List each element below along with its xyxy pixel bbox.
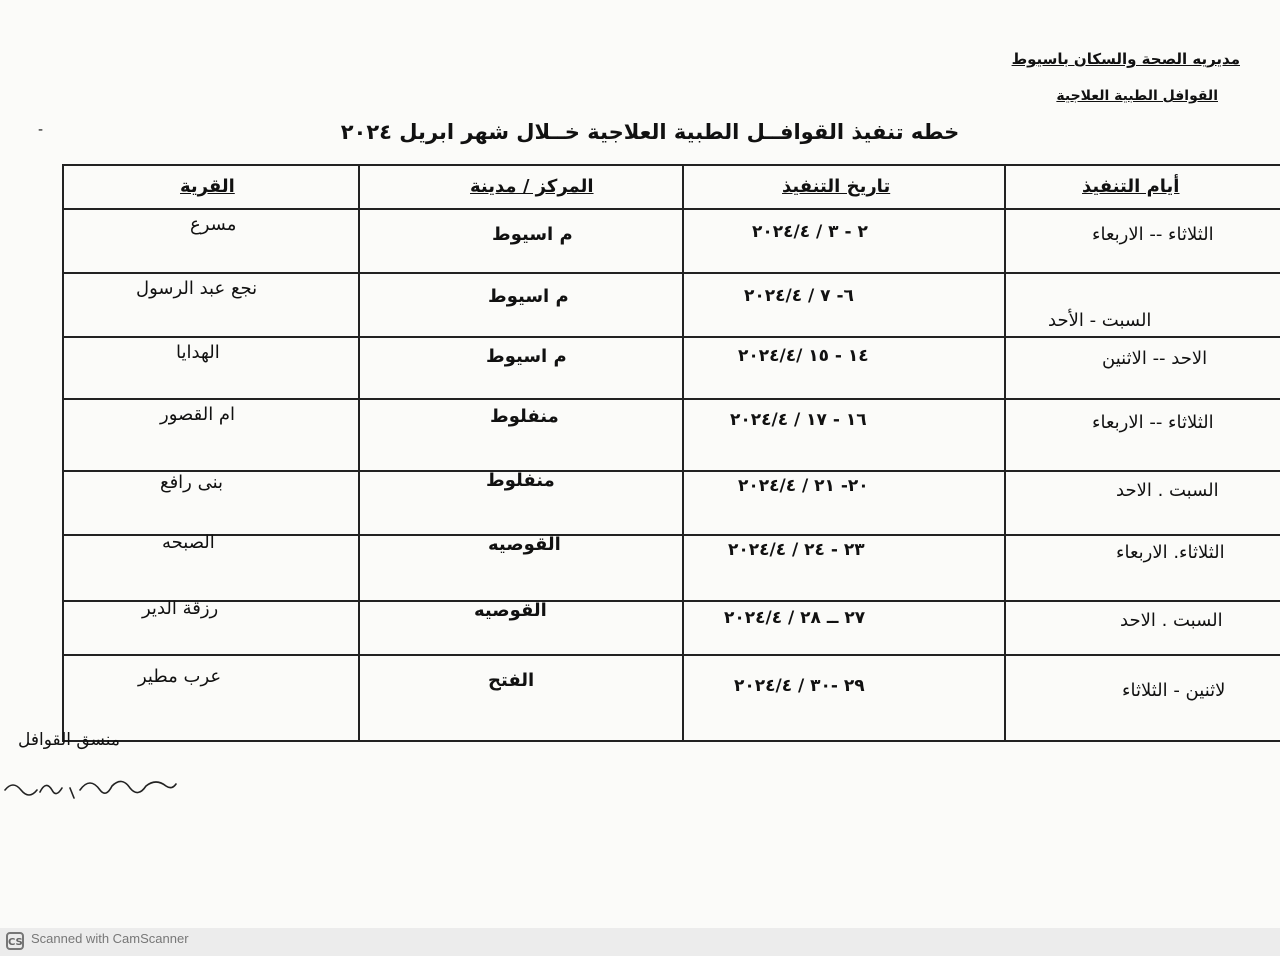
row-6-date: ٢٣ - ٢٤ / ٢٠٢٤/٤ bbox=[728, 540, 865, 560]
row-7-center: القوصيه bbox=[474, 600, 547, 621]
header-date: تاريخ التنفيذ bbox=[782, 176, 891, 197]
scan-mark: - bbox=[38, 122, 44, 138]
row-2-date: ٦- ٧ / ٢٠٢٤/٤ bbox=[744, 286, 854, 306]
row-3-days: الاحد -- الاثنين bbox=[1102, 348, 1208, 369]
signature-role: منسق القوافل bbox=[18, 730, 120, 750]
header-center: المركز / مدينة bbox=[470, 176, 594, 197]
department-name: القوافل الطبية العلاجية bbox=[1056, 88, 1218, 104]
row-3-village: الهدايا bbox=[176, 342, 220, 363]
row-5-center: منفلوط bbox=[486, 470, 555, 491]
row-5-village: بنى رافع bbox=[160, 472, 224, 493]
row-5-days: السبت . الاحد bbox=[1116, 480, 1219, 501]
row-8-date: ٢٩ -٣٠ / ٢٠٢٤/٤ bbox=[734, 676, 865, 696]
header-days: أيام التنفيذ bbox=[1082, 176, 1180, 197]
row-7-date: ٢٧ ــ ٢٨ / ٢٠٢٤/٤ bbox=[724, 608, 866, 628]
row-8-village: عرب مطير bbox=[138, 666, 222, 687]
row-7-days: السبت . الاحد bbox=[1120, 610, 1223, 631]
row-4-center: منفلوط bbox=[490, 406, 559, 427]
page-title: خطه تنفيذ القوافــل الطبية العلاجية خــلال شهر ابريل ٢٠٢٤ bbox=[340, 120, 960, 144]
row-3-date: ١٤ - ١٥ /٢٠٢٤/٤ bbox=[738, 346, 869, 366]
row-7-village: رزقة الدير bbox=[142, 598, 219, 619]
row-1-center: م اسيوط bbox=[492, 224, 573, 245]
row-4-date: ١٦ - ١٧ / ٢٠٢٤/٤ bbox=[730, 410, 867, 430]
row-1-date: ٢ - ٣ / ٢٠٢٤/٤ bbox=[752, 222, 868, 242]
row-2-center: م اسيوط bbox=[488, 286, 569, 307]
header-village: القرية bbox=[180, 176, 235, 197]
row-3-center: م اسيوط bbox=[486, 346, 567, 367]
row-1-days: الثلاثاء -- الاربعاء bbox=[1092, 224, 1214, 245]
row-6-center: القوصيه bbox=[488, 534, 561, 555]
row-4-days: الثلاثاء -- الاربعاء bbox=[1092, 412, 1214, 433]
row-2-days: السبت - الأحد bbox=[1048, 310, 1152, 331]
row-8-center: الفتح bbox=[488, 670, 535, 691]
schedule-table bbox=[62, 164, 1280, 744]
row-6-days: الثلاثاء. الاربعاء bbox=[1116, 542, 1225, 563]
scanner-watermark: Scanned with CamScanner bbox=[31, 931, 189, 946]
row-8-days: لاثنين - الثلاثاء bbox=[1122, 680, 1226, 701]
row-5-date: ٢٠- ٢١ / ٢٠٢٤/٤ bbox=[738, 476, 869, 496]
organization-name: مديريه الصحة والسكان باسيوط bbox=[1011, 50, 1240, 68]
scanner-footer bbox=[0, 928, 1280, 956]
camscanner-logo: CS bbox=[6, 932, 24, 950]
row-2-village: نجع عبد الرسول bbox=[136, 278, 258, 299]
row-4-village: ام القصور bbox=[160, 404, 236, 425]
row-6-village: الصبحه bbox=[162, 532, 215, 553]
row-1-village: مسرع bbox=[190, 214, 237, 235]
handwritten-signature bbox=[0, 770, 200, 810]
